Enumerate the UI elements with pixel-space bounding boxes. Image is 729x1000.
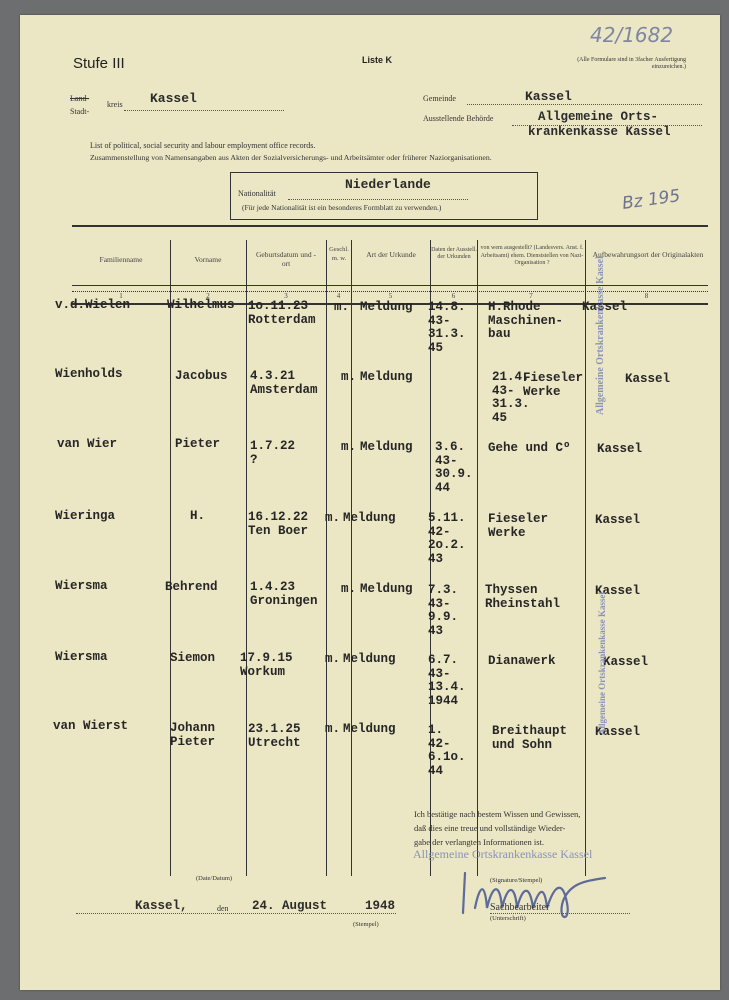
footer-stempel: (Stempel) xyxy=(353,921,379,928)
cell-daten: 3.6. 43- 30.9. 44 xyxy=(435,440,473,495)
cell-geburt: 17.9.15 Workum xyxy=(240,651,293,679)
cell-ort: Kassel xyxy=(603,655,649,669)
handwritten-code: Bz 195 xyxy=(620,186,682,214)
behoerde-label: Ausstellende Behörde xyxy=(423,114,494,123)
col-num-3: 3 xyxy=(284,292,288,300)
cell-daten: 5.11. 42- 2o.2. 43 xyxy=(428,511,466,566)
behoerde-value-2: krankenkasse Kassel xyxy=(528,125,671,139)
cell-aussteller: H.Rhode Maschinen- bau xyxy=(488,300,564,341)
signature-dotted-line xyxy=(490,913,630,914)
nationalitaet-label: Nationalität xyxy=(238,189,276,198)
col-header-geburt: Geburtsdatum und -ort xyxy=(256,250,316,268)
cell-familienname: Wieringa xyxy=(55,509,116,523)
side-stamp-1: Allgemeine Ortskrankenkasse Kassel xyxy=(595,256,606,415)
cell-geburt: 23.1.25 Utrecht xyxy=(248,722,301,750)
behoerde-value-1: Allgemeine Orts- xyxy=(538,110,659,124)
cell-ort: Kassel xyxy=(625,372,671,386)
cell-geburt: 16.12.22 Ten Boer xyxy=(248,510,309,538)
gemeinde-value: Kassel xyxy=(525,89,572,104)
col-divider-4 xyxy=(351,240,352,876)
cell-geburt: 1.4.23 Groningen xyxy=(250,580,318,608)
signature-scribble xyxy=(445,863,625,923)
kreis-value: Kassel xyxy=(150,91,197,106)
footer-day-month: 24. August xyxy=(252,899,328,913)
kreis-dotted-line xyxy=(124,110,284,111)
cell-vorname: H. xyxy=(190,509,206,523)
cell-ort: Kassel xyxy=(582,300,628,314)
kreis-prefix-top: Land- xyxy=(70,94,90,103)
col-num-8: 8 xyxy=(644,292,649,300)
cell-daten: 1. 42- 6.1o. 44 xyxy=(428,723,466,778)
cell-vorname: Wilhelmus xyxy=(167,298,235,312)
cell-daten: 21.4. 43- 31.3. 45 xyxy=(492,370,530,425)
cell-art: Meldung xyxy=(360,582,413,596)
col-header-geschl: Geschl. m. w. xyxy=(329,246,349,262)
col-divider-7 xyxy=(585,240,586,876)
form-sheet xyxy=(20,15,720,990)
stufe-title: Stufe III xyxy=(73,55,125,72)
cell-ort: Kassel xyxy=(595,584,641,598)
cell-art: Meldung xyxy=(360,440,413,454)
cell-familienname: Wienholds xyxy=(55,367,123,381)
cell-aussteller: Breithaupt und Sohn xyxy=(492,724,568,752)
footer-date-dotted-line xyxy=(76,913,396,914)
confirmation-line-2: daß dies eine treue und vollständige Wieder- xyxy=(414,823,566,833)
cell-aussteller: Gehe und Cº xyxy=(488,441,571,455)
col-header-art: Art der Urkunde xyxy=(366,250,416,259)
handwritten-file-number: 42/1682 xyxy=(590,23,674,47)
col-num-1: 1 xyxy=(119,292,123,300)
footer-den: den xyxy=(217,904,229,913)
cell-geschl: m. xyxy=(341,582,357,596)
description-german: Zusammenstellung von Namensangaben aus Akten der Sozialversicherungs- und Arbeitsämter oder früherer Naziorganisationen. xyxy=(90,153,492,162)
col-divider-6 xyxy=(477,240,478,876)
cell-vorname: Johann Pieter xyxy=(170,721,216,749)
col-divider-3 xyxy=(326,240,327,876)
cell-daten: 6.7. 43- 13.4. 1944 xyxy=(428,653,466,708)
date-label: (Date/Datum) xyxy=(196,875,233,882)
gemeinde-label: Gemeinde xyxy=(423,94,456,103)
cell-art: Meldung xyxy=(343,722,396,736)
col-num-4: 4 xyxy=(336,292,341,300)
cell-aussteller: Dianawerk xyxy=(488,654,556,668)
cell-geburt: 1o.11.23 Rotterdam xyxy=(248,299,316,327)
cell-vorname: Behrend xyxy=(165,580,218,594)
col-header-familienname: Familienname xyxy=(99,255,143,264)
col-num-7: 7 xyxy=(529,292,533,300)
signature-label: (Signature/Stempel) xyxy=(490,877,543,884)
cell-daten: 7.3. 43- 9.9. 43 xyxy=(428,583,459,638)
confirmation-line-3: gabe der verlangten Informationen ist. xyxy=(414,837,545,847)
sachbearbeiter-label: Sachbearbeiter xyxy=(490,902,550,913)
footer-year: 1948 xyxy=(365,899,396,913)
cell-geschl: m. xyxy=(325,652,341,666)
col-header-vorname: Vorname xyxy=(194,255,222,264)
cell-familienname: Wiersma xyxy=(55,650,108,664)
col-num-6: 6 xyxy=(451,292,456,300)
nationalitaet-note: (Für jede Nationalität ist ein besonderes Formblatt zu verwenden.) xyxy=(242,203,442,212)
cell-geschl: m. xyxy=(325,511,341,525)
unterschrift-label: (Unterschrift) xyxy=(490,915,526,922)
cell-aussteller: Fieseler Werke xyxy=(523,371,584,399)
col-header-aussteller: von wem ausgestellt? (Landesvers. Anst. f. Arbeitsamt) ehem. Dienststellen von Nazi-Organisation ? xyxy=(480,245,584,266)
liste-title: Liste K xyxy=(362,55,393,65)
cell-daten: 14.8. 43- 31.3. 45 xyxy=(428,300,466,355)
col-num-2: 2 xyxy=(206,292,210,300)
kreis-label: kreis xyxy=(107,100,123,109)
cell-familienname: v.d.Wielen xyxy=(55,298,131,312)
col-num-5: 5 xyxy=(388,292,393,300)
company-stamp: Allgemeine Ortskrankenkasse Kassel xyxy=(413,847,593,861)
cell-art: Meldung xyxy=(360,300,413,314)
confirmation-line-1: Ich bestätige nach bestem Wissen und Gewissen, xyxy=(414,809,581,819)
nationalitaet-dotted-line xyxy=(288,199,468,200)
col-divider-1 xyxy=(170,240,171,876)
cell-vorname: Pieter xyxy=(175,437,221,451)
kreis-prefix-bottom: Stadt- xyxy=(70,107,90,116)
table-header-line xyxy=(72,285,708,286)
cell-geschl: m. xyxy=(341,370,357,384)
cell-geschl: m. xyxy=(325,722,341,736)
cell-geburt: 4.3.21 Amsterdam xyxy=(250,369,318,397)
cell-geschl: m. xyxy=(341,440,357,454)
cell-geschl: m. xyxy=(334,300,350,314)
cell-ort: Kassel xyxy=(595,725,641,739)
cell-geburt: 1.7.22 ? xyxy=(250,439,296,467)
gemeinde-dotted-line xyxy=(467,104,702,105)
cell-familienname: van Wierst xyxy=(53,719,129,733)
cell-vorname: Siemon xyxy=(170,651,216,665)
col-header-aufbewahrungsort: Aufbewahrungsort der Originalakten xyxy=(592,250,704,259)
side-stamp-2: Allgemeine Ortskrankenkasse Kassel xyxy=(597,592,607,735)
cell-aussteller: Thyssen Rheinstahl xyxy=(485,583,561,611)
cell-familienname: Wiersma xyxy=(55,579,108,593)
cell-vorname: Jacobus xyxy=(175,369,228,383)
col-header-daten: Daten der Ausstell. der Urkunden xyxy=(431,247,477,260)
cell-ort: Kassel xyxy=(595,513,641,527)
cell-aussteller: Fieseler Werke xyxy=(488,512,549,540)
cell-art: Meldung xyxy=(360,370,413,384)
footer-place: Kassel, xyxy=(135,899,188,913)
formular-note: (Alle Formulare sind in 3facher Ausfertigung einzureichen.) xyxy=(577,57,686,70)
col-divider-2 xyxy=(246,240,247,876)
table-top-line xyxy=(72,225,708,227)
nationalitaet-value: Niederlande xyxy=(345,177,431,192)
cell-art: Meldung xyxy=(343,652,396,666)
cell-art: Meldung xyxy=(343,511,396,525)
cell-ort: Kassel xyxy=(597,442,643,456)
cell-familienname: van Wier xyxy=(57,437,118,451)
description-english: List of political, social security and labour employment office records. xyxy=(90,141,316,150)
